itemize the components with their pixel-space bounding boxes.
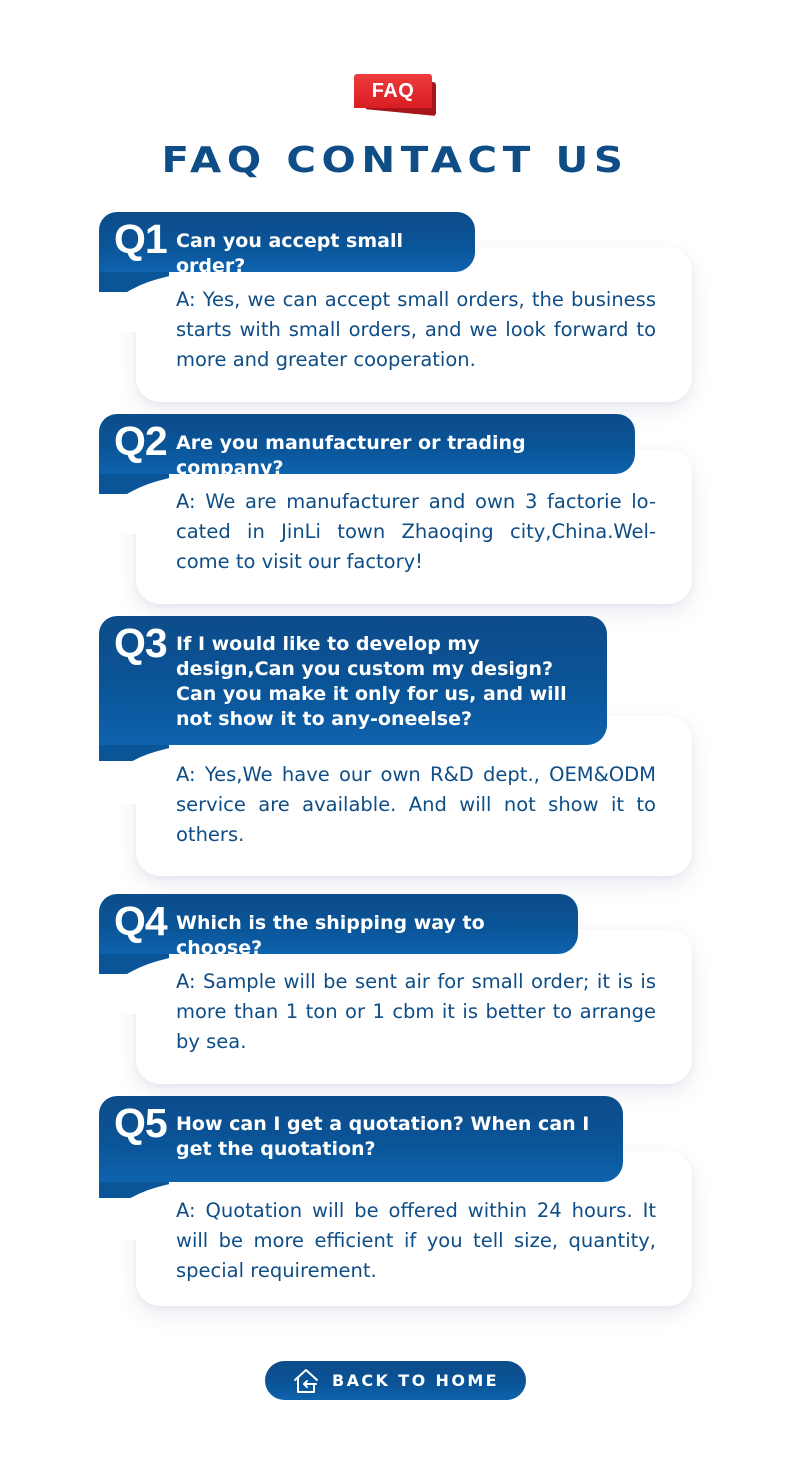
answer-text: A: Sample will be sent air for small order; it is is more than 1 ton or 1 cbm it is better to arrange by sea. [176,970,656,1053]
answer-text: A: We are manufacturer and own 3 factorie lo-cated in JinLi town Zhaoqing city,China.Wel-come to visit our factory! [176,490,656,573]
page-title: FAQ CONTACT US [161,140,629,181]
faq-tag [354,74,438,120]
question-number: Q3 [114,620,167,666]
question-bubble[interactable] [99,212,475,277]
answer-text: A: Quotation will be offered within 24 hours. It will be more efficient if you tell size, quantity, special requirement. [176,1199,656,1282]
question-text: How can I get a quotation? When can I get the quotation? [176,1113,590,1160]
question-bubble[interactable] [99,414,635,479]
question-bubble[interactable] [99,616,607,745]
question-number: Q2 [114,418,167,464]
back-to-home-button[interactable] [265,1361,526,1400]
question-text: Are you manufacturer or trading company? [176,432,526,479]
question-number: Q1 [114,216,167,262]
question-text: If I would like to develop my design,Can you custom my design? Can you make it only for us, and will not show it to any-oneelse? [176,633,567,730]
question-bubble[interactable] [99,1096,623,1182]
back-to-home-label: BACK TO HOME [331,1371,500,1390]
home-back-icon [292,1368,320,1394]
question-text: Which is the shipping way to choose? [176,912,485,959]
answer-text: A: Yes,We have our own R&D dept., OEM&ODM service are available. And will not show it to others. [176,763,656,846]
question-number: Q4 [114,898,167,944]
question-number: Q5 [114,1100,167,1146]
question-bubble[interactable] [99,894,578,959]
answer-text: A: Yes, we can accept small orders, the business starts with small orders, and we look forward to more and greater cooperation. [176,288,656,371]
question-text: Can you accept small order? [176,230,403,277]
faq-tag-label: FAQ [354,74,432,108]
